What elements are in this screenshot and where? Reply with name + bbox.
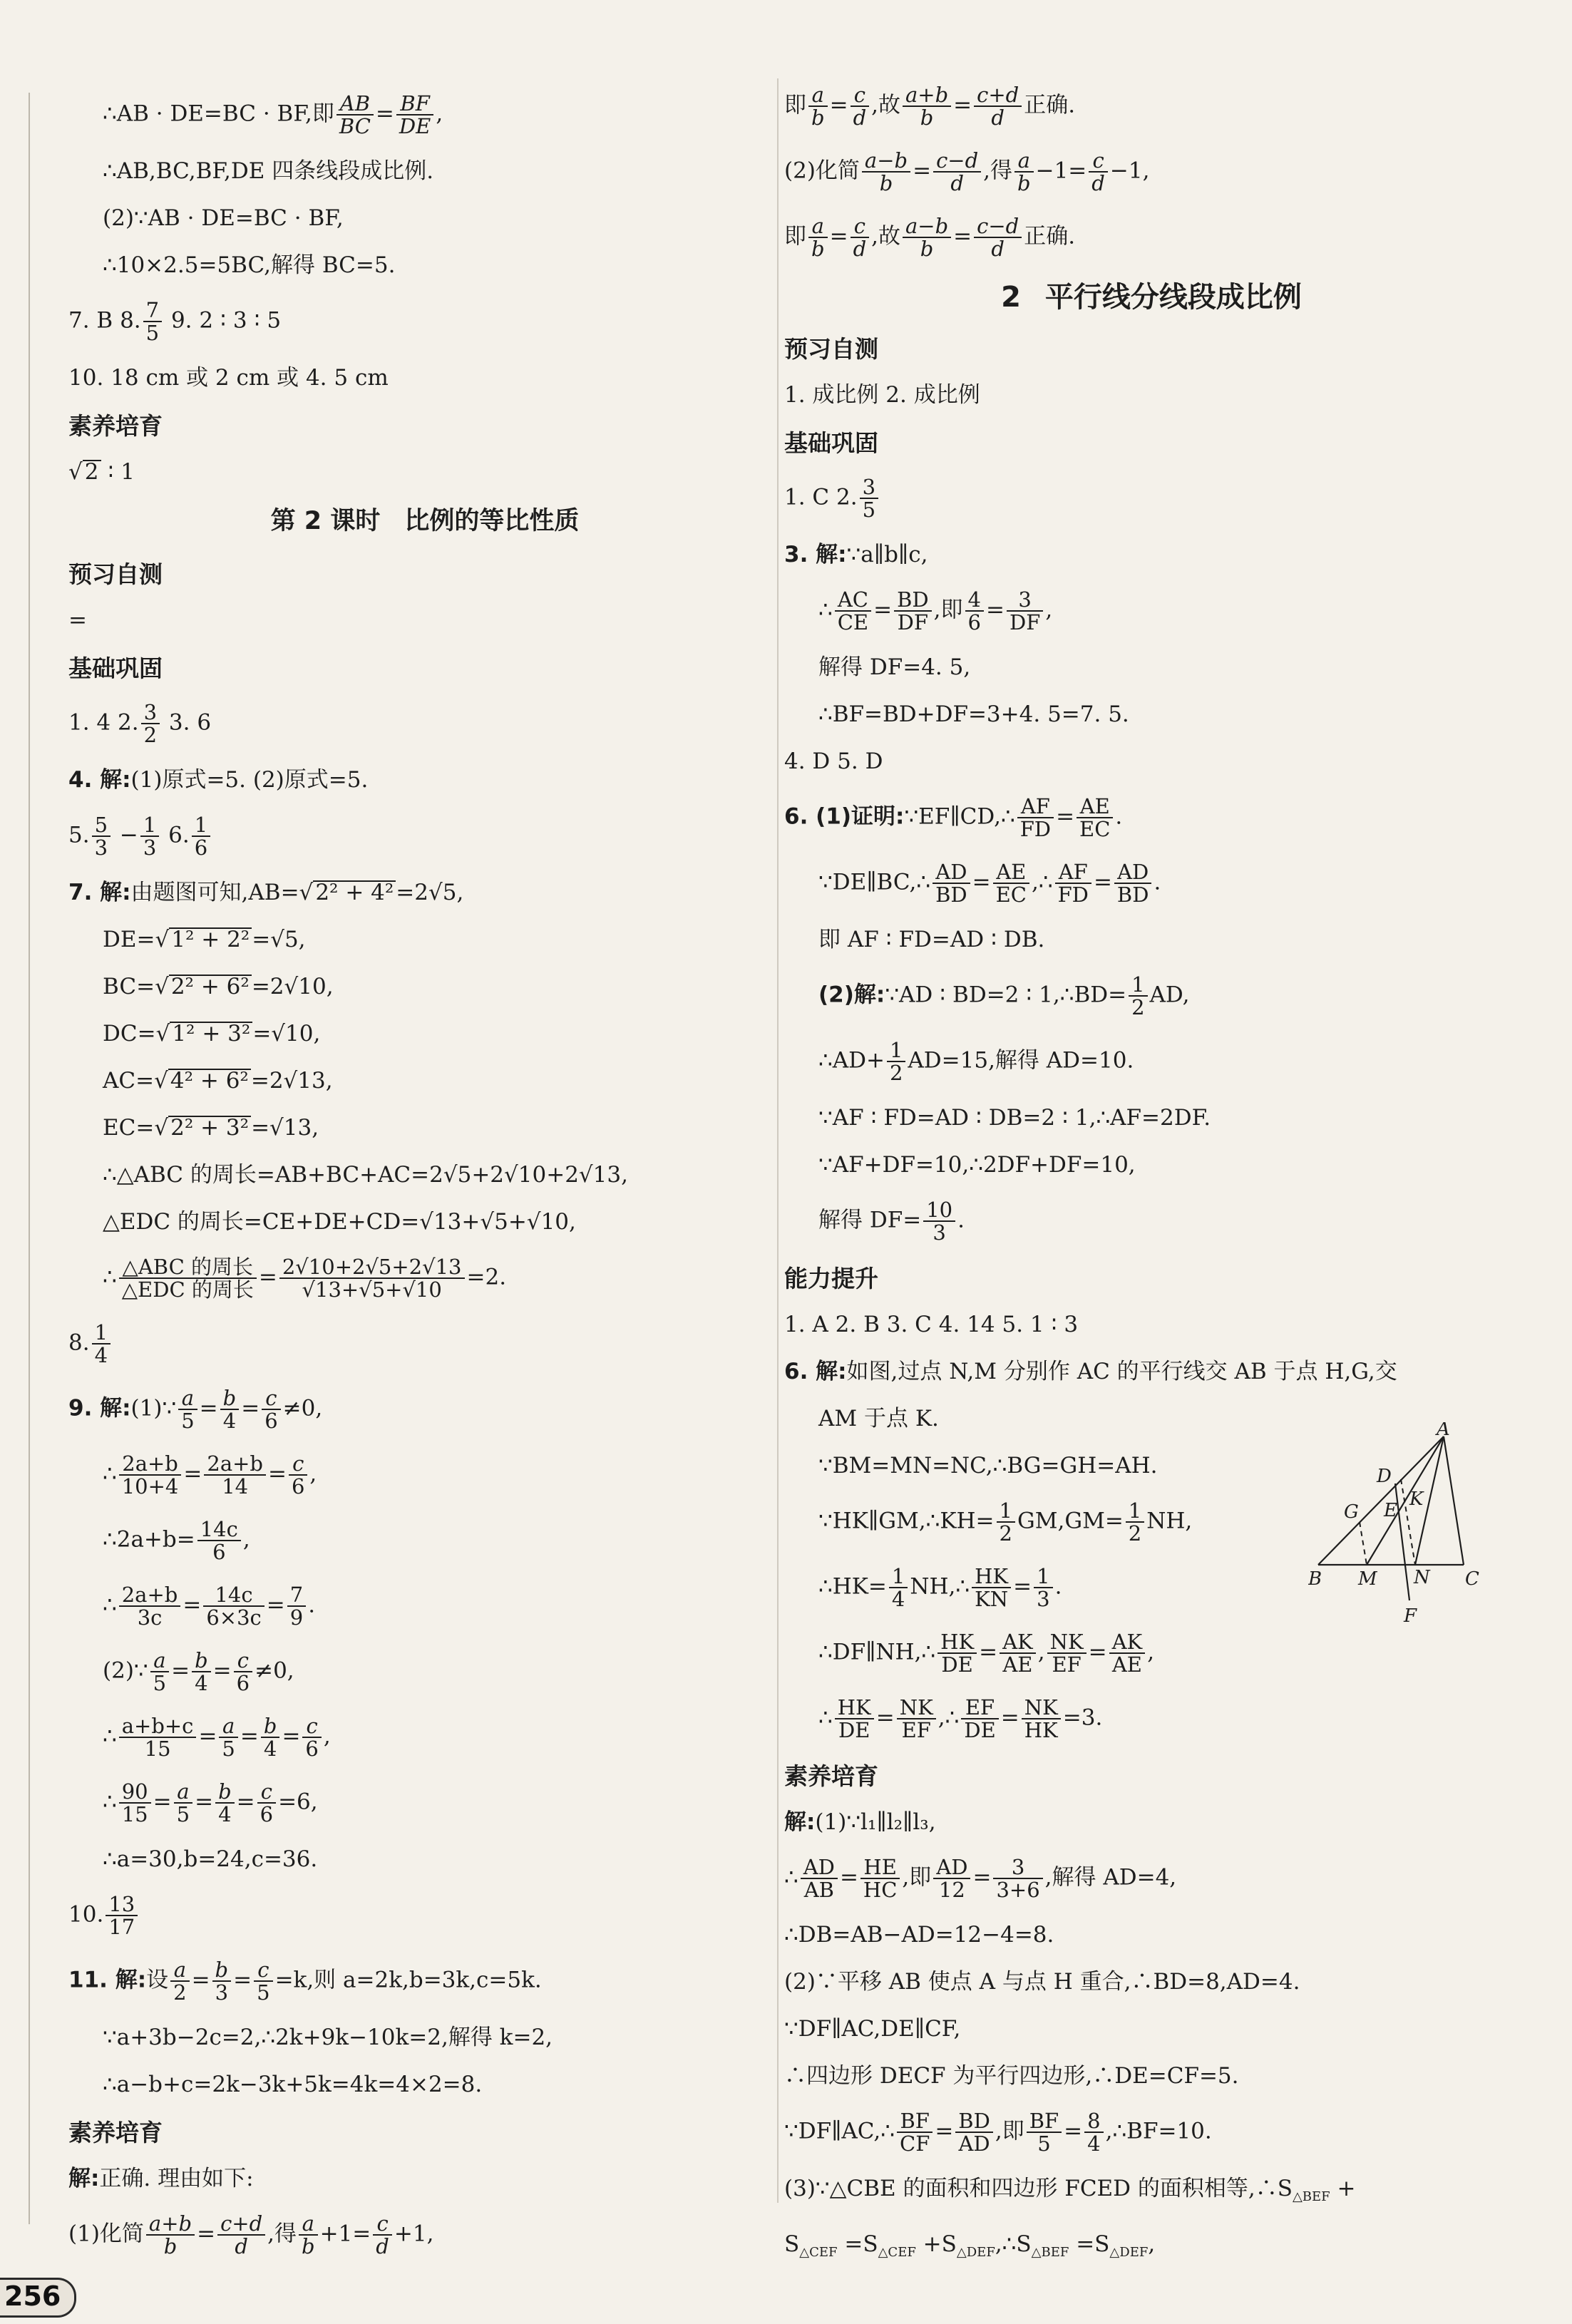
answer-line: ∴ $\frac{2a+b}{10+4}$ = $\frac{2a+b}{14}$ = $\frac{c}{6}$ ,	[103, 1451, 317, 1498]
section-heading-preview: 预习自测	[784, 335, 878, 363]
answer-line: ∴ $\frac{AD}{AB}$ = $\frac{HE}{HC}$ ,即 $\frac{AD}{12}$ = $\frac{3}{3+6}$ ,解得 AD=4,	[784, 1855, 1177, 1902]
answer-line: ∴四边形 DECF 为平行四边形,∴DE=CF=5.	[784, 2063, 1239, 2089]
label-g: G	[1344, 1501, 1359, 1523]
label-d: D	[1377, 1466, 1392, 1487]
answer-line: (2)∵AB · DE=BC · BF,	[103, 205, 344, 231]
answer-line: BC=√2² + 6²=2√10,	[103, 974, 334, 999]
answer-line: ∴DB=AB−AD=12−4=8.	[784, 1922, 1054, 1948]
answer-line: 7. 解:由题图可知,AB=√2² + 4²=2√5,	[68, 880, 464, 905]
answer-line: =	[68, 607, 87, 633]
dashed-gm	[1360, 1522, 1367, 1565]
segment-df	[1395, 1484, 1409, 1600]
answer-line: ∴BF=BD+DF=3+4. 5=7. 5.	[818, 701, 1129, 727]
right-column	[784, 84, 1519, 2287]
section-heading-preview: 预习自测	[68, 560, 163, 588]
answer-line: 即 AF ∶ FD=AD ∶ DB.	[818, 927, 1045, 952]
answer-line: 10. 18 cm 或 2 cm 或 4. 5 cm	[68, 365, 389, 391]
label-f: F	[1404, 1605, 1417, 1627]
label-a: A	[1437, 1422, 1450, 1440]
answer-line: 1. 4 2. $\frac{3}{2}$ 3. 6	[68, 700, 212, 747]
answer-line: AM 于点 K.	[818, 1406, 939, 1431]
answer-line: (2)∵ $\frac{a}{5}$ = $\frac{b}{4}$ = $\frac{c}{6}$ ≠0,	[103, 1648, 294, 1695]
answer-line: 1. A 2. B 3. C 4. 14 5. 1 ∶ 3	[784, 1312, 1079, 1337]
answer-line: ∴AD+ $\frac{1}{2}$ AD=15,解得 AD=10.	[818, 1038, 1134, 1085]
answer-line: AC=√4² + 6²=2√13,	[103, 1068, 333, 1094]
side-ac	[1444, 1436, 1464, 1565]
label-k: K	[1409, 1489, 1424, 1510]
side-ab	[1318, 1436, 1444, 1565]
answer-line: ∴a−b+c=2k−3k+5k=4k=4×2=8.	[103, 2072, 483, 2097]
answer-line: ∵AF ∶ FD=AD ∶ DB=2 ∶ 1,∴AF=2DF.	[818, 1105, 1211, 1131]
answer-line: ∵BM=MN=NC,∴BG=GH=AH.	[818, 1453, 1158, 1479]
answer-line: (1)化简 $\frac{a+b}{b}$ = $\frac{c+d}{d}$ ,得 $\frac{a}{b}$ +1= $\frac{c}{d}$ +1,	[68, 2211, 434, 2258]
answer-line: ∴10×2.5=5BC,解得 BC=5.	[103, 252, 396, 278]
answer-line: 解得 DF= $\frac{10}{3}$ .	[818, 1198, 965, 1245]
answer-line: 即 $\frac{a}{b}$ = $\frac{c}{d}$ ,故 $\frac{a-b}{b}$ = $\frac{c-d}{d}$ 正确.	[784, 214, 1076, 261]
answer-line: ∵AF+DF=10,∴2DF+DF=10,	[818, 1152, 1136, 1178]
chapter-title: 2 平行线分线段成比例	[1001, 281, 1302, 314]
page-number: 256	[4, 2281, 61, 2312]
margin-line	[29, 93, 30, 2224]
answer-line: (3)∵△CBE 的面积和四边形 FCED 的面积相等$,\therefore S_{\triangle BEF}$ +	[784, 2176, 1356, 2205]
answer-line: ∵DE∥BC,∴ $\frac{AD}{BD}$ = $\frac{AE}{EC}$ ,∴ $\frac{AF}{FD}$ = $\frac{AD}{BD}$ .	[818, 860, 1161, 907]
answer-line: ∵DF∥AC,∴ $\frac{BF}{CF}$ = $\frac{BD}{AD}$ ,即 $\frac{BF}{5}$ = $\frac{8}{4}$ ,∴BF=10.	[784, 2109, 1212, 2156]
answer-line: 解:(1)∵l₁∥l₂∥l₃,	[784, 1809, 936, 1835]
answer-line: ∴HK= $\frac{1}{4}$ NH,∴ $\frac{HK}{KN}$ = $\frac{1}{3}$ .	[818, 1564, 1062, 1611]
answer-line: ∴ $\frac{2a+b}{3c}$ = $\frac{14c}{6\times 3c}$ = $\frac{7}{9}$ .	[103, 1583, 316, 1630]
answer-line: 即 $\frac{a}{b}$ = $\frac{c}{d}$ ,故 $\frac{a+b}{b}$ = $\frac{c+d}{d}$ 正确.	[784, 83, 1076, 130]
label-m: M	[1358, 1568, 1377, 1590]
answer-line: 4. D 5. D	[784, 749, 883, 774]
section-heading-ability: 能力提升	[784, 1265, 878, 1292]
answer-line: ∵a+3b−2c=2,∴2k+9k−10k=2,解得 k=2,	[103, 2025, 553, 2050]
answer-line: 6. 解:如图,过点 N,M 分别作 AC 的平行线交 AB 于点 H,G,交	[784, 1359, 1397, 1384]
answer-line: 11. 解:设 $\frac{a}{2}$ = $\frac{b}{3}$ = $\frac{c}{5}$ =k,则 a=2k,b=3k,c=5k.	[68, 1958, 542, 2005]
answer-line: 8. $\frac{1}{4}$	[68, 1322, 781, 1366]
answer-line: ∵DF∥AC,DE∥CF,	[784, 2016, 961, 2042]
lesson-title: 第 2 课时 比例的等比性质	[270, 507, 580, 535]
answer-line: 6. (1)证明:∵EF∥CD,∴ $\frac{AF}{FD}$ = $\frac{AE}{EC}$ .	[784, 794, 1123, 841]
section-heading-literacy: 素养培育	[784, 1762, 878, 1790]
answer-line: 1. C 2. $\frac{3}{5}$	[784, 476, 1519, 520]
answer-line: 9. 解:(1)∵ $\frac{a}{5}$ = $\frac{b}{4}$ = $\frac{c}{6}$ ≠0,	[68, 1386, 323, 1433]
answer-line: 5. $\frac{5}{3}$ − $\frac{1}{3}$ 6. $\frac{1}{6}$	[68, 814, 781, 858]
answer-line: (2)∵平移 AB 使点 A 与点 H 重合,∴BD=8,AD=4.	[784, 1969, 1300, 1995]
section-heading-literacy: 素养培育	[68, 412, 163, 440]
answer-line: ∴ $\frac{a+b+c}{15}$ = $\frac{a}{5}$ = $\frac{b}{4}$ = $\frac{c}{6}$ ,	[103, 1714, 331, 1761]
answer-line: ∴2a+b= $\frac{14c}{6}$ ,	[103, 1517, 250, 1564]
answer-line: ∴AB · DE=BC · BF,即 $\frac{AB}{BC}$ = $\frac{BF}{DE}$ ,	[103, 91, 443, 138]
answer-line: ∴ $\frac{HK}{DE}$ = $\frac{NK}{EF}$ ,∴ $\frac{EF}{DE}$ = $\frac{NK}{HK}$ =3.	[818, 1695, 1103, 1742]
section-heading-literacy: 素养培育	[68, 2119, 163, 2146]
answer-line: 解:正确. 理由如下:	[68, 2166, 254, 2191]
label-e: E	[1384, 1500, 1397, 1521]
answer-line: 3. 解:∵a∥b∥c,	[784, 542, 928, 567]
answer-line: EC=√2² + 3²=√13,	[103, 1115, 319, 1141]
answer-line: 10. $\frac{13}{17}$	[68, 1893, 781, 1938]
answer-line: DC=√1² + 3²=√10,	[103, 1021, 321, 1047]
answer-line: $S_{\triangle CEF} =S_{\triangle CEF}$ $+S_{\triangle DEF},\therefore S_{\triangle BEF} =S_{\triangle DEF}$,	[784, 2231, 1156, 2261]
answer-line: ∴ $\frac{\text{△ABC 的周长}}{\text{△EDC 的周长}}$ = $\frac{2√10+2√5+2√13}{√13+√5+√10}$ =2.	[103, 1255, 507, 1302]
answer-line: ∴ $\frac{AC}{CE}$ = $\frac{BD}{DF}$ ,即 $\frac{4}{6}$ = $\frac{3}{DF}$ ,	[818, 587, 1053, 634]
label-b: B	[1308, 1568, 1322, 1590]
answer-line: ∴AB,BC,BF,DE 四条线段成比例.	[103, 158, 434, 184]
answer-line: (2)化简 $\frac{a-b}{b}$ = $\frac{c-d}{d}$ ,得 $\frac{a}{b}$ −1= $\frac{c}{d}$ −1,	[784, 148, 1150, 195]
answer-line: 解得 DF=4. 5,	[818, 654, 971, 680]
label-n: N	[1414, 1567, 1430, 1588]
section-heading-basics: 基础巩固	[784, 429, 878, 457]
answer-line: ∴a=30,b=24,c=36.	[103, 1846, 318, 1872]
answer-line: ∴DF∥NH,∴ $\frac{HK}{DE}$ = $\frac{AK}{AE}$ , $\frac{NK}{EF}$ = $\frac{AK}{AE}$ ,	[818, 1630, 1155, 1677]
answer-line: ∴△ABC 的周长=AB+BC+AC=2√5+2√10+2√13,	[103, 1162, 628, 1188]
answer-line: 7. B 8. $\frac{7}{5}$ 9. 2 ∶ 3 ∶ 5	[68, 298, 282, 345]
answer-line: ∵HK∥GM,∴KH= $\frac{1}{2}$ GM,GM= $\frac{1}{2}$ NH,	[818, 1498, 1193, 1546]
section-heading-basics: 基础巩固	[68, 654, 163, 682]
left-column	[68, 93, 781, 2278]
answer-line: △EDC 的周长=CE+DE+CD=√13+√5+√10,	[103, 1209, 576, 1235]
answer-line: 1. 成比例 2. 成比例	[784, 382, 980, 408]
triangle-figure	[1308, 1422, 1494, 1629]
answer-line: √2 ∶ 1	[68, 459, 135, 485]
label-c: C	[1465, 1568, 1479, 1590]
answer-line: ∴ $\frac{90}{15}$ = $\frac{a}{5}$ = $\frac{b}{4}$ = $\frac{c}{6}$ =6,	[103, 1779, 318, 1826]
answer-line: (2)解:∵AD ∶ BD=2 ∶ 1,∴BD= $\frac{1}{2}$ AD,	[818, 972, 1190, 1019]
answer-line: 4. 解:(1)原式=5. (2)原式=5.	[68, 767, 369, 793]
answer-line: DE=√1² + 2²=√5,	[103, 927, 306, 952]
